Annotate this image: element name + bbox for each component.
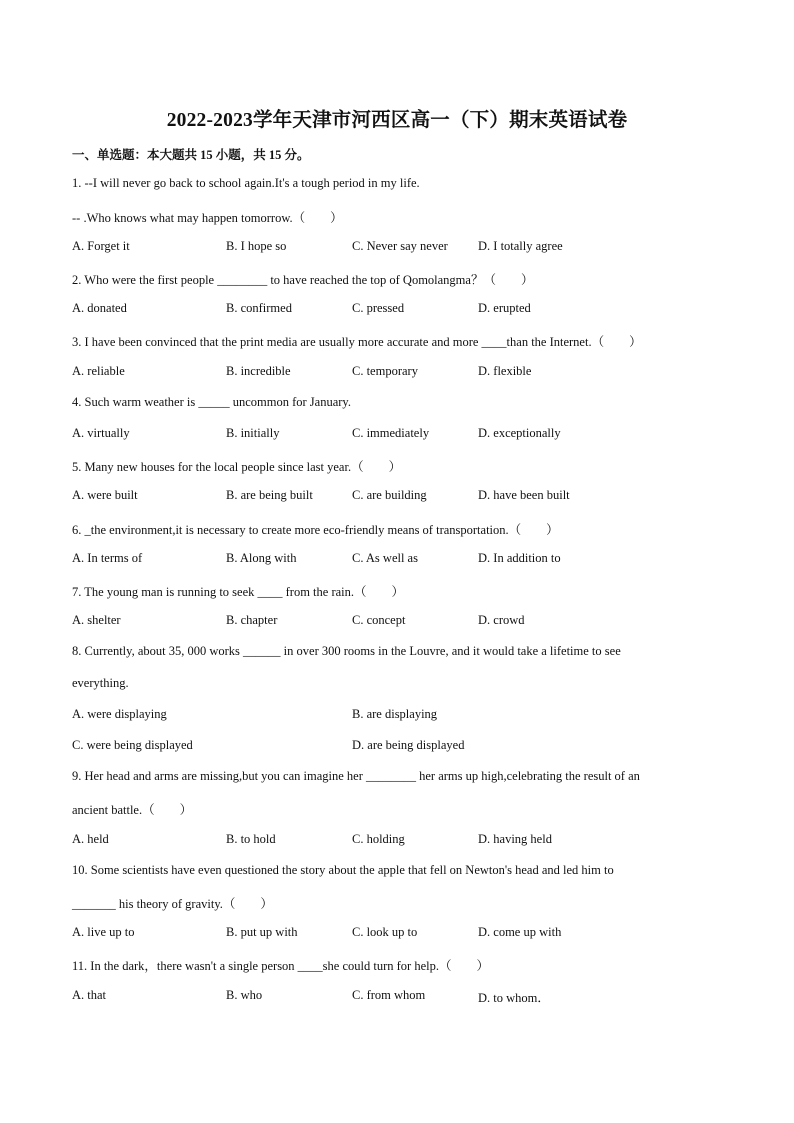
option-c: C. were being displayed [72,738,193,752]
question-1-options [72,239,732,257]
question-5-text: 5. Many new houses for the local people since last year.（ ） [72,460,402,474]
option-c: C. concept [352,613,406,627]
question-10-text-line2: _______ his theory of gravity.（ ） [72,897,273,911]
question-9-text-line2: ancient battle.（ ） [72,803,193,817]
question-9-text: 9. Her head and arms are missing,but you can imagine her ________ her arms up high,celebrating the result of an [72,769,640,783]
option-d: D. are being displayed [352,738,465,752]
option-c: C. immediately [352,426,430,440]
question-3-text: 3. I have been convinced that the print media are usually more accurate and more ____than the Internet.（ ） [72,335,642,349]
question-7-options [72,613,732,631]
question-8-text: 8. Currently, about 35, 000 works ______ in over 300 rooms in the Louvre, and it would take a lifetime to see [72,644,621,658]
option-c: C. temporary [352,364,418,378]
question-11-options [72,988,732,1006]
option-a: A. Forget it [72,239,130,253]
question-10-text: 10. Some scientists have even questioned the story about the apple that fell on Newton's head and led him to [72,863,614,877]
question-9-options [72,832,732,850]
option-d: D. I totally agree [478,239,563,253]
option-a: A. were displaying [72,707,167,721]
section-heading: 一、单选题：本大题共 15 小题，共 15 分。 [72,148,310,162]
option-d: D. have been built [478,488,570,502]
question-10-options [72,925,732,943]
option-b: B. confirmed [226,301,292,315]
option-d: D. having held [478,832,552,846]
option-d: D. flexible [478,364,532,378]
option-a: A. that [72,988,107,1002]
option-b: B. Along with [226,551,297,565]
option-a: A. reliable [72,364,125,378]
question-4-options [72,426,732,444]
option-d: D. to whom． [478,991,550,1005]
option-a: A. donated [72,301,127,315]
question-6-options [72,551,732,569]
option-a: A. were built [72,488,138,502]
question-4-text: 4. Such warm weather is _____ uncommon for January. [72,395,351,409]
option-b: B. to hold [226,832,276,846]
option-c: C. are building [352,488,427,502]
question-5-options [72,488,732,506]
option-c: C. Never say never [352,239,448,253]
option-b: B. I hope so [226,239,287,253]
option-c: C. from whom [352,988,426,1002]
option-b: B. put up with [226,925,298,939]
question-11-text: 11. In the dark，there wasn't a single person ____she could turn for help.（ ） [72,959,489,973]
option-c: C. As well as [352,551,418,565]
option-b: B. are displaying [352,707,438,721]
question-2-text: 2. Who were the first people ________ to have reached the top of Qomolangma？（ ） [72,273,534,287]
question-8-options-row2 [72,738,732,756]
option-b: B. incredible [226,364,291,378]
option-a: A. In terms of [72,551,143,565]
question-2-options [72,301,732,319]
option-c: C. holding [352,832,405,846]
option-b: B. initially [226,426,280,440]
option-a: A. live up to [72,925,135,939]
question-8-options-row1 [72,707,732,725]
option-b: B. who [226,988,263,1002]
question-1-text-line2: -- .Who knows what may happen tomorrow.（ ） [72,211,343,225]
option-b: B. are being built [226,488,313,502]
option-c: C. pressed [352,301,405,315]
question-3-options [72,364,732,382]
option-a: A. virtually [72,426,130,440]
option-a: A. held [72,832,109,846]
option-d: D. come up with [478,925,562,939]
option-c: C. look up to [352,925,418,939]
option-d: D. In addition to [478,551,561,565]
question-8-text-line2: everything. [72,676,129,690]
option-d: D. erupted [478,301,531,315]
question-1-text: 1. --I will never go back to school again.It's a tough period in my life. [72,176,420,190]
question-7-text: 7. The young man is running to seek ____ from the rain.（ ） [72,585,405,599]
option-b: B. chapter [226,613,278,627]
question-6-text: 6. _the environment,it is necessary to create more eco-friendly means of transportation.（ ） [72,523,559,537]
option-d: D. exceptionally [478,426,561,440]
option-a: A. shelter [72,613,121,627]
exam-title: 2022-2023学年天津市河西区高一（下）期末英语试卷 [166,110,628,131]
option-d: D. crowd [478,613,525,627]
